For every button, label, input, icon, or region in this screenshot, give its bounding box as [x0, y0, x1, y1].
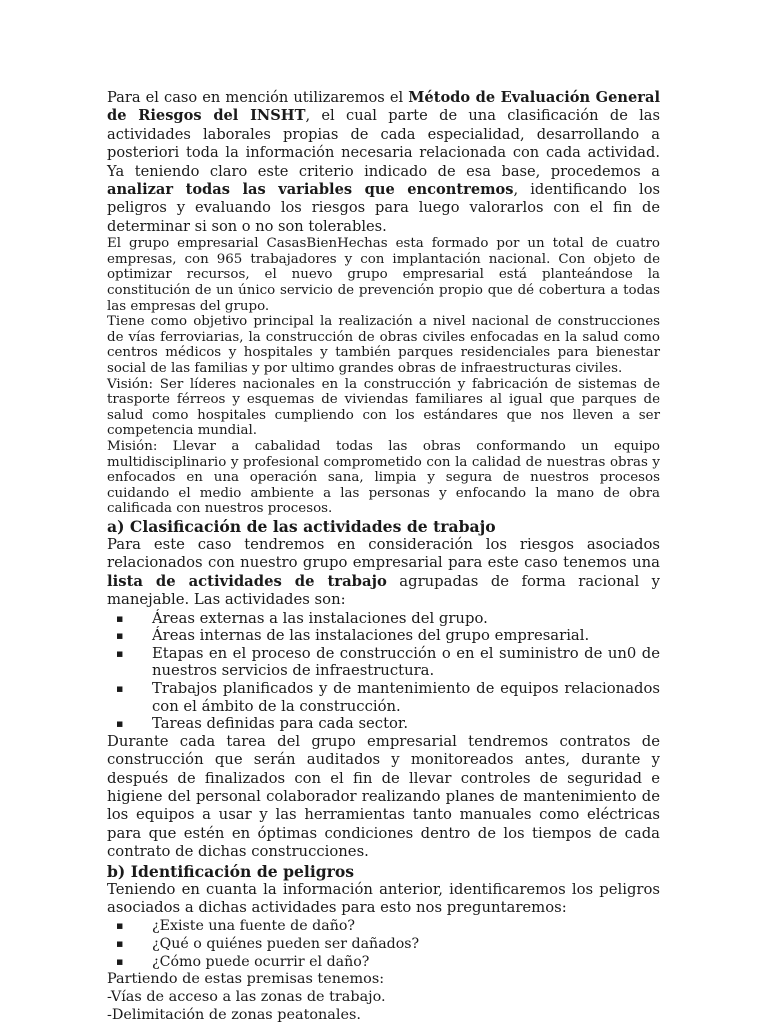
list-item [107, 715, 660, 733]
bullet-icon: ▪ [116, 919, 124, 933]
question-text: ¿Existe una fuente de daño? [152, 918, 355, 935]
section-a-text-1: Para este caso tendremos en consideración los riesgos asociados relacionados con nuestro grupo empresarial para este caso tenemos una [107, 535, 660, 572]
list-item [107, 610, 660, 628]
questions-list [107, 917, 660, 971]
list-item [107, 917, 660, 935]
bullet-icon: ▪ [116, 646, 124, 660]
intro-text-3: , identificando los peligros y evaluando los riesgos para luego valorarlos con el fin de determinar si son o no son tolerables. [107, 181, 660, 235]
activity-text: Áreas internas de las instalaciones del grupo empresarial. [152, 627, 590, 645]
question-text: ¿Qué o quiénes pueden ser dañados? [152, 936, 420, 953]
company-description-paragraph: El grupo empresarial CasasBienHechas esta formado por un total de cuatro empresas, con 965 trabajadores y con implantación nacional. Con objeto de optimizar recursos, el nuevo grupo empresarial está planteándose la constitución de un único servicio de prevención propio que dé cobertura a todas las empresas del grupo. [107, 236, 660, 314]
list-item [107, 627, 660, 645]
analyze-variables-bold: analizar todas las variables que encontremos [107, 181, 514, 199]
mission-paragraph: Misión: Llevar a cabalidad todas las obras conformando un equipo multidisciplinario y profesional comprometido con la calidad de nuestras obras y enfocados en una operación sana, limpia y segura de nuestros procesos cuidando el medio ambiente a las personas y enfocando la mano de obra calificada con nuestros procesos. [107, 438, 660, 517]
question-text: ¿Cómo puede ocurrir el daño? [152, 954, 370, 971]
activity-text: Tareas definidas para cada sector. [152, 715, 409, 733]
activity-text: Trabajos planificados y de mantenimiento de equipos relacionados con el ámbito de la construcción. [152, 679, 660, 715]
activity-text: Áreas externas a las instalaciones del grupo. [152, 609, 488, 627]
vision-paragraph: Visión: Ser líderes nacionales en la construcción y fabricación de sistemas de trasporte férreos y esquemas de viviendas familiares al igual que parques de salud como hospitales cumpliendo con los estándares que nos lleven a ser competencia mundial. [107, 376, 660, 439]
activities-list [107, 610, 660, 733]
bullet-icon: ▪ [116, 681, 124, 695]
intro-text-1: Para el caso en mención utilizaremos el [107, 89, 409, 106]
bullet-icon: ▪ [116, 937, 124, 951]
bullet-icon: ▪ [116, 955, 124, 969]
bullet-icon: ▪ [116, 629, 124, 643]
section-b-heading: b) Identificación de peligros [107, 861, 355, 881]
list-item [107, 680, 660, 715]
premises-intro: Partiendo de estas premisas tenemos: [107, 971, 385, 988]
activity-list-bold: lista de actividades de trabajo [107, 572, 387, 590]
section-b-intro: Teniendo en cuanta la información anterior, identificaremos los peligros asociados a dichas actividades para esto nos preguntaremos: [107, 880, 660, 916]
intro-text-2: , el cual parte de una clasificación de las actividades laborales propias de cada especialidad, desarrollando a posteriori toda la información necesaria relacionada con cada actividad. Ya teniendo claro este criterio indicado de esa base, procedemos a [107, 107, 660, 180]
document-body [107, 89, 660, 1024]
premise-line: -Vías de acceso a las zonas de trabajo. [107, 988, 386, 1005]
bullet-icon: ▪ [116, 717, 124, 731]
company-objective-paragraph: Tiene como objetivo principal la realización a nivel nacional de construcciones de vías ferroviarias, la construcción de obras civiles enfocadas en la salud como centros médicos y hospitales y también parques residenciales para bienestar social de las familias y por ultimo grandes obras de infraestructuras civiles. [107, 314, 660, 376]
section-a-closing: Durante cada tarea del grupo empresarial tendremos contratos de construcción que serán auditados y monitoreados antes, durante y después de finalizados con el fin de llevar controles de seguridad e higiene del personal colaborador realizando planes de mantenimiento de los equipos a usar y las herramientas tanto manuales como eléctricas para que estén en óptimas condiciones dentro de los tiempos de cada contrato de dichas construcciones. [107, 732, 660, 861]
section-a-heading: a) Clasificación de las actividades de trabajo [107, 516, 496, 536]
list-item [107, 953, 660, 971]
premise-line: -Delimitación de zonas peatonales. [107, 1006, 361, 1023]
method-name-bold: Método de Evaluación General de Riesgos del INSHT [107, 89, 660, 125]
list-item [107, 645, 660, 680]
section-a-text-2: agrupadas de forma racional y manejable. Las actividades son: [107, 572, 661, 609]
activity-text: Etapas en el proceso de construcción o en el suministro de un0 de nuestros servicios de infraestructura. [152, 644, 660, 680]
section-a-intro [107, 536, 660, 610]
intro-paragraph [107, 89, 660, 236]
bullet-icon: ▪ [116, 611, 124, 625]
list-item [107, 935, 660, 953]
